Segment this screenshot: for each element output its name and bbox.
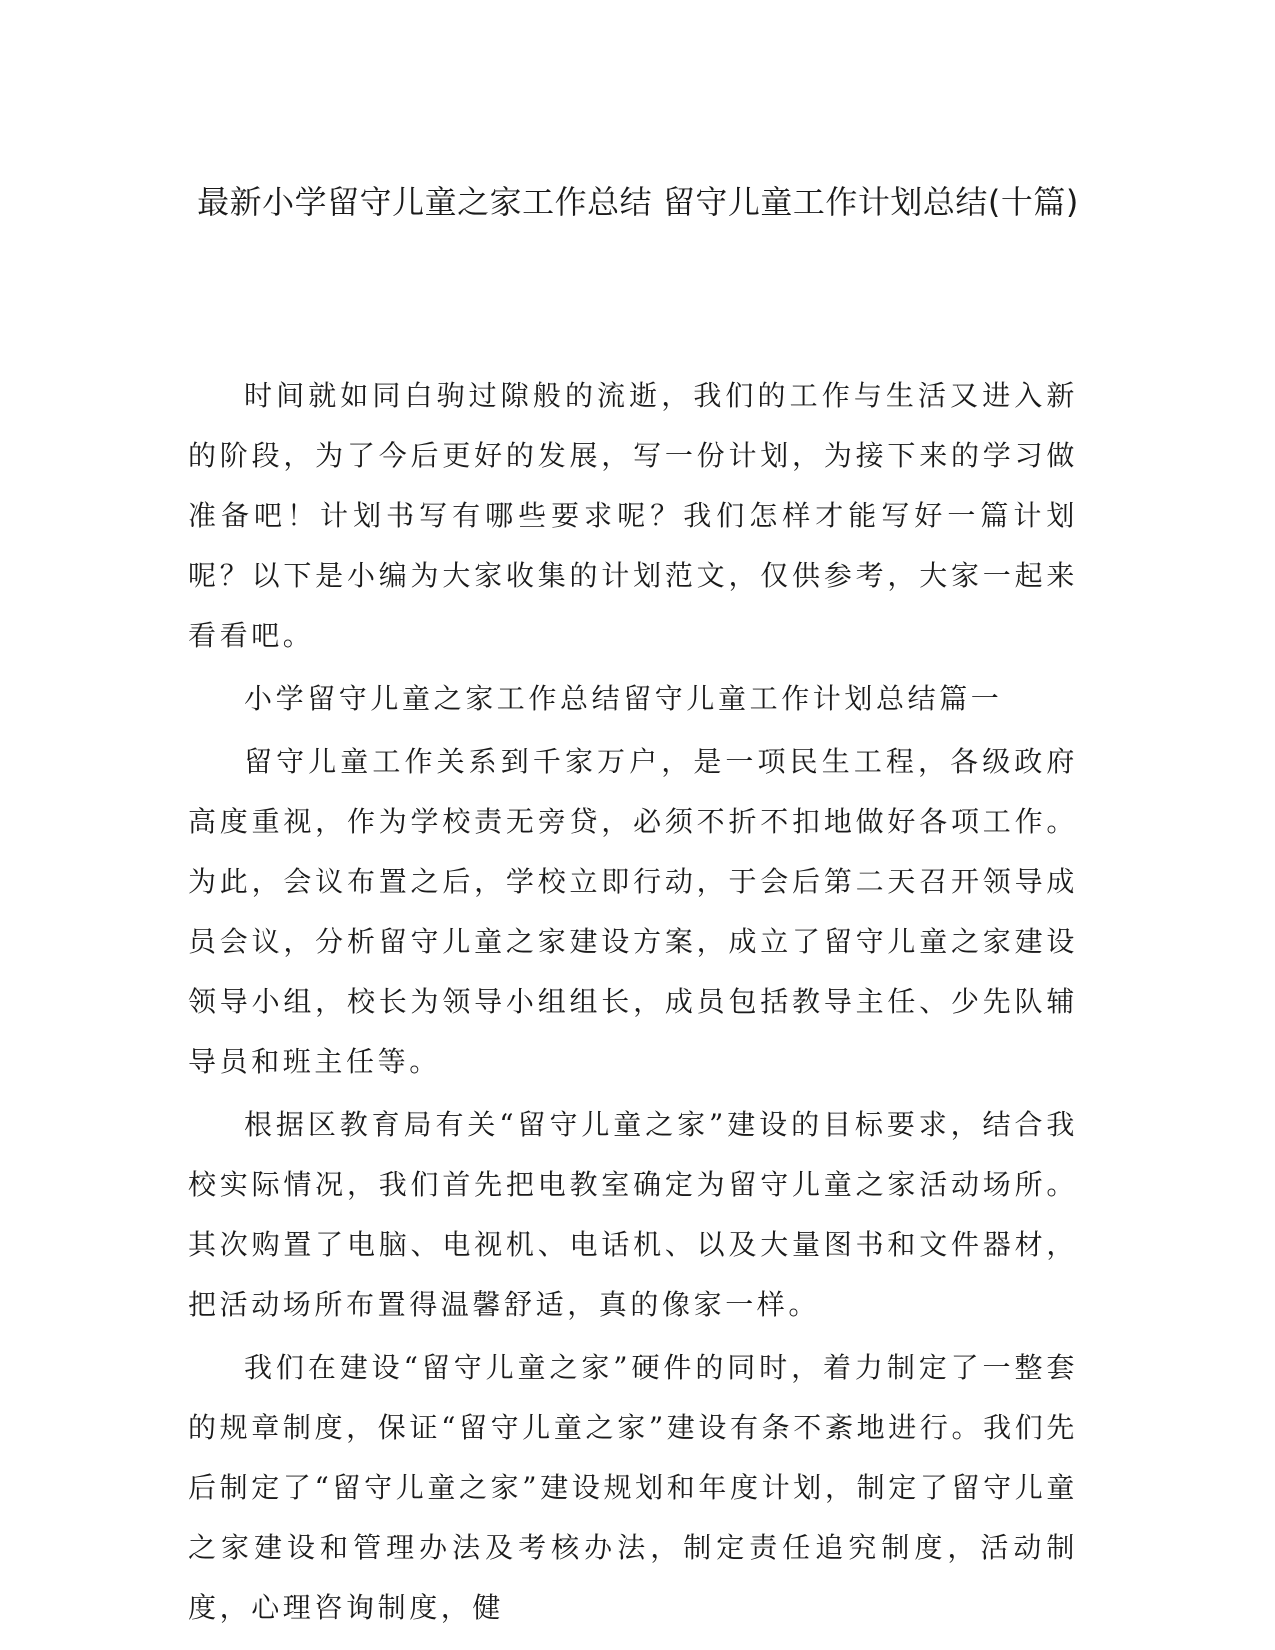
document-title: 最新小学留守儿童之家工作总结 留守儿童工作计划总结(十篇) xyxy=(197,183,1079,221)
section-heading: 小学留守儿童之家工作总结留守儿童工作计划总结篇一 xyxy=(244,682,1003,715)
intro-paragraph: 时间就如同白驹过隙般的流逝，我们的工作与生活又进入新的阶段，为了今后更好的发展，写一份计划，为接下来的学习做准备吧！计划书写有哪些要求呢？我们怎样才能写好一篇计划呢？以下是小编为大家收集的计划范文，仅供参考，大家一起来看看吧。 xyxy=(188,379,1078,652)
document-body xyxy=(188,366,1078,1641)
body-paragraph: 根据区教育局有关“留守儿童之家”建设的目标要求，结合我校实际情况，我们首先把电教室确定为留守儿童之家活动场所。其次购置了电脑、电视机、电话机、以及大量图书和文件器材，把活动场所布置得温馨舒适，真的像家一样。 xyxy=(188,1108,1078,1321)
body-paragraph: 我们在建设“留守儿童之家”硬件的同时，着力制定了一整套的规章制度，保证“留守儿童之家”建设有条不紊地进行。我们先后制定了“留守儿童之家”建设规划和年度计划，制定了留守儿童之家建设和管理办法及考核办法，制定责任追究制度，活动制度，心理咨询制度，健 xyxy=(188,1351,1078,1624)
body-paragraph: 留守儿童工作关系到千家万户，是一项民生工程，各级政府高度重视，作为学校责无旁贷，必须不折不扣地做好各项工作。为此，会议布置之后，学校立即行动，于会后第二天召开领导成员会议，分析留守儿童之家建设方案，成立了留守儿童之家建设领导小组，校长为领导小组组长，成员包括教导主任、少先队辅导员和班主任等。 xyxy=(188,745,1078,1078)
